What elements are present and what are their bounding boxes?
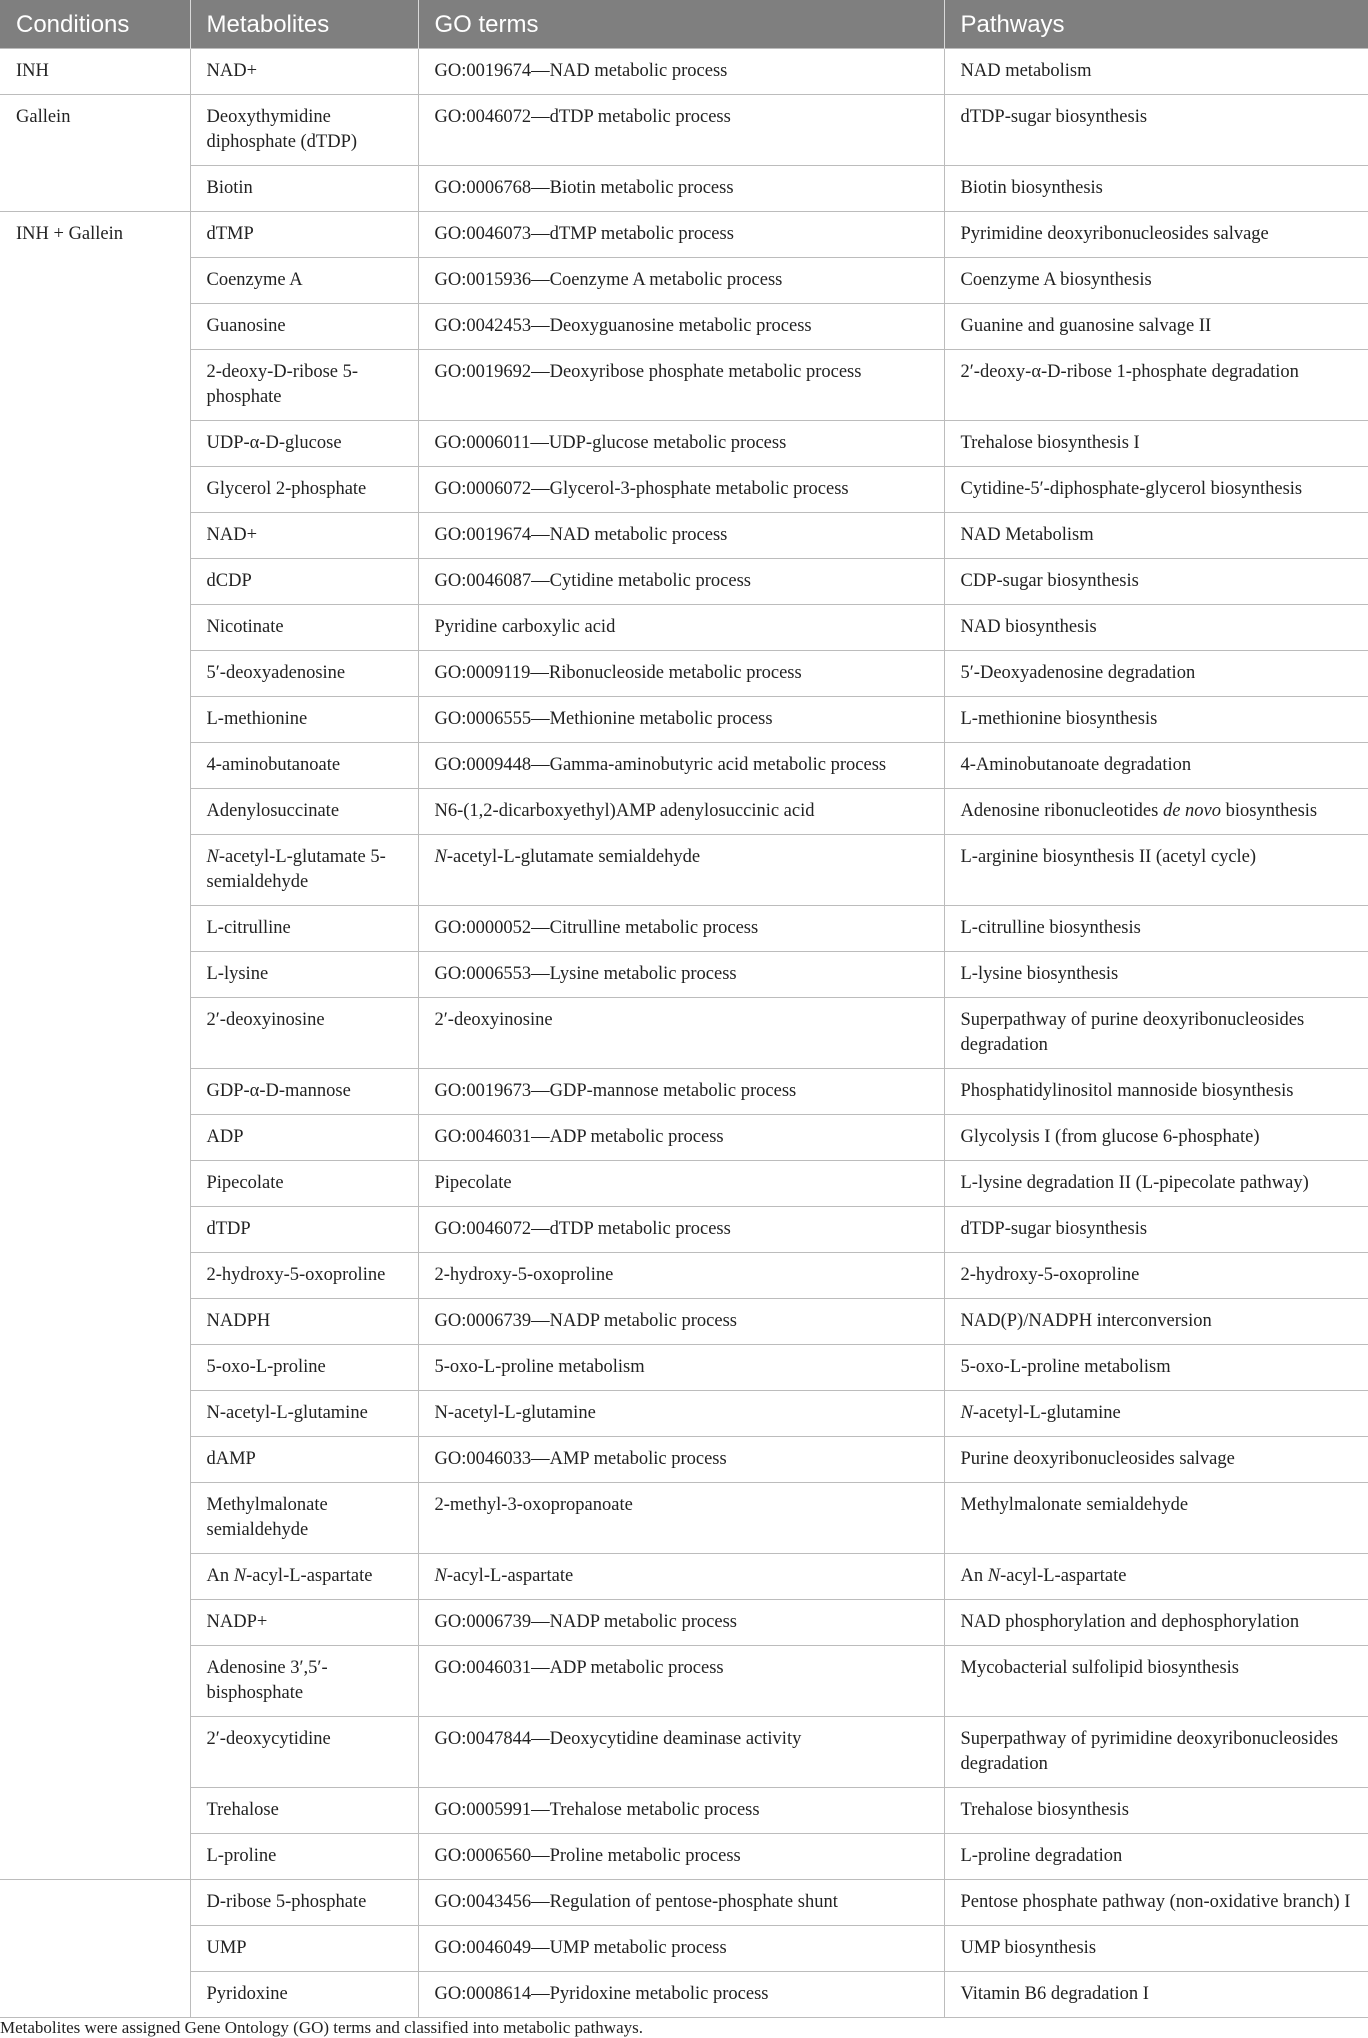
metabolite-cell: ADP bbox=[190, 1115, 418, 1161]
go-term-cell: GO:0046049—UMP metabolic process bbox=[418, 1926, 944, 1972]
table-row bbox=[0, 952, 1368, 998]
pathway-cell: Guanine and guanosine salvage II bbox=[944, 304, 1368, 350]
pathway-cell: 4-Aminobutanoate degradation bbox=[944, 743, 1368, 789]
metabolite-cell: Glycerol 2-phosphate bbox=[190, 467, 418, 513]
pathway-cell: Superpathway of pyrimidine deoxyribonucleosides degradation bbox=[944, 1717, 1368, 1788]
go-term-cell: N6-(1,2-dicarboxyethyl)AMP adenylosuccinic acid bbox=[418, 789, 944, 835]
table-row bbox=[0, 1788, 1368, 1834]
condition-cell: Gallein bbox=[0, 95, 190, 212]
pathway-cell: 2′-deoxy-α-D-ribose 1-phosphate degradation bbox=[944, 350, 1368, 421]
go-term-cell: 2-hydroxy-5-oxoproline bbox=[418, 1253, 944, 1299]
go-term-cell: GO:0006072—Glycerol-3-phosphate metabolic process bbox=[418, 467, 944, 513]
go-term-cell: GO:0019674—NAD metabolic process bbox=[418, 49, 944, 95]
metabolite-cell: N-acetyl-L-glutamine bbox=[190, 1391, 418, 1437]
table-row bbox=[0, 789, 1368, 835]
go-term-cell: N-acetyl-L-glutamate semialdehyde bbox=[418, 835, 944, 906]
metabolite-cell: dTMP bbox=[190, 212, 418, 258]
metabolite-cell: 2′-deoxyinosine bbox=[190, 998, 418, 1069]
go-term-cell: GO:0046031—ADP metabolic process bbox=[418, 1646, 944, 1717]
header-row bbox=[0, 0, 1368, 49]
pathway-cell: Phosphatidylinositol mannoside biosynthesis bbox=[944, 1069, 1368, 1115]
metabolite-cell: D-ribose 5-phosphate bbox=[190, 1880, 418, 1926]
pathway-cell: Trehalose biosynthesis I bbox=[944, 421, 1368, 467]
pathway-cell: NAD metabolism bbox=[944, 49, 1368, 95]
go-term-cell: GO:0019692—Deoxyribose phosphate metabolic process bbox=[418, 350, 944, 421]
go-term-cell: GO:0006560—Proline metabolic process bbox=[418, 1834, 944, 1880]
go-term-cell: GO:0019673—GDP-mannose metabolic process bbox=[418, 1069, 944, 1115]
pathway-cell: CDP-sugar biosynthesis bbox=[944, 559, 1368, 605]
metabolite-cell: 2-hydroxy-5-oxoproline bbox=[190, 1253, 418, 1299]
table-row bbox=[0, 605, 1368, 651]
go-term-cell: Pipecolate bbox=[418, 1161, 944, 1207]
table-row bbox=[0, 1253, 1368, 1299]
metabolite-cell: NADPH bbox=[190, 1299, 418, 1345]
table-row bbox=[0, 1926, 1368, 1972]
go-term-cell: GO:0006011—UDP-glucose metabolic process bbox=[418, 421, 944, 467]
go-term-cell: N-acetyl-L-glutamine bbox=[418, 1391, 944, 1437]
metabolite-cell: 2-deoxy-D-ribose 5-phosphate bbox=[190, 350, 418, 421]
table-row bbox=[0, 743, 1368, 789]
go-term-cell: GO:0019674—NAD metabolic process bbox=[418, 513, 944, 559]
metabolite-cell: L-proline bbox=[190, 1834, 418, 1880]
metabolite-cell: Biotin bbox=[190, 166, 418, 212]
table-footnote: Metabolites were assigned Gene Ontology (GO) terms and classified into metabolic pathways. bbox=[0, 2018, 643, 2037]
go-term-cell: GO:0046072—dTDP metabolic process bbox=[418, 95, 944, 166]
metabolite-cell: UMP bbox=[190, 1926, 418, 1972]
metabolite-cell: 5′-deoxyadenosine bbox=[190, 651, 418, 697]
table-row bbox=[0, 350, 1368, 421]
table-row bbox=[0, 835, 1368, 906]
table-row bbox=[0, 651, 1368, 697]
pathway-cell: dTDP-sugar biosynthesis bbox=[944, 95, 1368, 166]
pathway-cell: UMP biosynthesis bbox=[944, 1926, 1368, 1972]
table-row bbox=[0, 1646, 1368, 1717]
pathway-cell: 2-hydroxy-5-oxoproline bbox=[944, 1253, 1368, 1299]
pathway-cell: Purine deoxyribonucleosides salvage bbox=[944, 1437, 1368, 1483]
table-row bbox=[0, 49, 1368, 95]
table-row bbox=[0, 166, 1368, 212]
table-row bbox=[0, 559, 1368, 605]
pathway-cell: 5′-Deoxyadenosine degradation bbox=[944, 651, 1368, 697]
pathway-cell: Mycobacterial sulfolipid biosynthesis bbox=[944, 1646, 1368, 1717]
condition-cell: INH + Gallein bbox=[0, 212, 190, 1880]
header-metabolites: Metabolites bbox=[190, 0, 418, 49]
pathway-cell: NAD Metabolism bbox=[944, 513, 1368, 559]
go-term-cell: GO:0046072—dTDP metabolic process bbox=[418, 1207, 944, 1253]
metabolite-cell: Deoxythymidine diphosphate (dTDP) bbox=[190, 95, 418, 166]
pathway-cell: Coenzyme A biosynthesis bbox=[944, 258, 1368, 304]
go-term-cell: GO:0005991—Trehalose metabolic process bbox=[418, 1788, 944, 1834]
pathway-cell: Biotin biosynthesis bbox=[944, 166, 1368, 212]
pathway-cell: L-citrulline biosynthesis bbox=[944, 906, 1368, 952]
pathway-cell: Glycolysis I (from glucose 6-phosphate) bbox=[944, 1115, 1368, 1161]
go-term-cell: GO:0006768—Biotin metabolic process bbox=[418, 166, 944, 212]
metabolite-cell: L-citrulline bbox=[190, 906, 418, 952]
pathway-cell: L-methionine biosynthesis bbox=[944, 697, 1368, 743]
metabolite-cell: An N-acyl-L-aspartate bbox=[190, 1554, 418, 1600]
metabolite-cell: Nicotinate bbox=[190, 605, 418, 651]
pathway-cell: L-proline degradation bbox=[944, 1834, 1368, 1880]
table-row bbox=[0, 1437, 1368, 1483]
go-term-cell: 2′-deoxyinosine bbox=[418, 998, 944, 1069]
go-term-cell: GO:0046073—dTMP metabolic process bbox=[418, 212, 944, 258]
go-term-cell: GO:0046087—Cytidine metabolic process bbox=[418, 559, 944, 605]
pathway-cell: Pentose phosphate pathway (non-oxidative branch) I bbox=[944, 1880, 1368, 1926]
table-row bbox=[0, 1391, 1368, 1437]
pathway-cell: NAD phosphorylation and dephosphorylation bbox=[944, 1600, 1368, 1646]
table-header bbox=[0, 0, 1368, 49]
table-row bbox=[0, 906, 1368, 952]
go-term-cell: Pyridine carboxylic acid bbox=[418, 605, 944, 651]
table-row bbox=[0, 1115, 1368, 1161]
pathway-cell: 5-oxo-L-proline metabolism bbox=[944, 1345, 1368, 1391]
table-row bbox=[0, 1972, 1368, 2018]
header-pathways: Pathways bbox=[944, 0, 1368, 49]
condition-cell: INH bbox=[0, 49, 190, 95]
metabolite-cell: Methylmalonate semialdehyde bbox=[190, 1483, 418, 1554]
metabolite-cell: Pyridoxine bbox=[190, 1972, 418, 2018]
metabolite-cell: Coenzyme A bbox=[190, 258, 418, 304]
metabolite-cell: NAD+ bbox=[190, 513, 418, 559]
go-term-cell: GO:0006555—Methionine metabolic process bbox=[418, 697, 944, 743]
table-row bbox=[0, 1880, 1368, 1926]
metabolite-cell: Trehalose bbox=[190, 1788, 418, 1834]
pathway-cell: N-acetyl-L-glutamine bbox=[944, 1391, 1368, 1437]
table-row bbox=[0, 212, 1368, 258]
metabolite-cell: UDP-α-D-glucose bbox=[190, 421, 418, 467]
go-term-cell: GO:0009119—Ribonucleoside metabolic process bbox=[418, 651, 944, 697]
table-row bbox=[0, 513, 1368, 559]
table-row bbox=[0, 467, 1368, 513]
go-term-cell: GO:0006739—NADP metabolic process bbox=[418, 1299, 944, 1345]
go-term-cell: GO:0006553—Lysine metabolic process bbox=[418, 952, 944, 998]
metabolite-cell: dCDP bbox=[190, 559, 418, 605]
pathway-cell: NAD(P)/NADPH interconversion bbox=[944, 1299, 1368, 1345]
table-row bbox=[0, 1600, 1368, 1646]
go-term-cell: GO:0000052—Citrulline metabolic process bbox=[418, 906, 944, 952]
pathway-cell: dTDP-sugar biosynthesis bbox=[944, 1207, 1368, 1253]
header-go-terms: GO terms bbox=[418, 0, 944, 49]
metabolite-cell: L-lysine bbox=[190, 952, 418, 998]
go-term-cell: GO:0042453—Deoxyguanosine metabolic process bbox=[418, 304, 944, 350]
pathway-cell: Superpathway of purine deoxyribonucleosides degradation bbox=[944, 998, 1368, 1069]
metabolite-cell: 2′-deoxycytidine bbox=[190, 1717, 418, 1788]
go-term-cell: GO:0006739—NADP metabolic process bbox=[418, 1600, 944, 1646]
table-row bbox=[0, 1483, 1368, 1554]
table-row bbox=[0, 1554, 1368, 1600]
pathway-cell: L-lysine degradation II (L-pipecolate pathway) bbox=[944, 1161, 1368, 1207]
table-body bbox=[0, 49, 1368, 2018]
metabolite-cell: dTDP bbox=[190, 1207, 418, 1253]
go-term-cell: 5-oxo-L-proline metabolism bbox=[418, 1345, 944, 1391]
table-row bbox=[0, 1207, 1368, 1253]
go-term-cell: GO:0009448—Gamma-aminobutyric acid metabolic process bbox=[418, 743, 944, 789]
table-row bbox=[0, 421, 1368, 467]
condition-cell bbox=[0, 1880, 190, 2018]
table-row bbox=[0, 1069, 1368, 1115]
table-row bbox=[0, 1161, 1368, 1207]
header-conditions: Conditions bbox=[0, 0, 190, 49]
table-row bbox=[0, 258, 1368, 304]
table-row bbox=[0, 998, 1368, 1069]
metabolite-cell: NAD+ bbox=[190, 49, 418, 95]
metabolite-cell: GDP-α-D-mannose bbox=[190, 1069, 418, 1115]
pathway-cell: NAD biosynthesis bbox=[944, 605, 1368, 651]
metabolite-cell: Pipecolate bbox=[190, 1161, 418, 1207]
metabolite-cell: NADP+ bbox=[190, 1600, 418, 1646]
go-term-cell: GO:0015936—Coenzyme A metabolic process bbox=[418, 258, 944, 304]
pathway-cell: L-lysine biosynthesis bbox=[944, 952, 1368, 998]
pathway-cell: L-arginine biosynthesis II (acetyl cycle) bbox=[944, 835, 1368, 906]
metabolite-cell: dAMP bbox=[190, 1437, 418, 1483]
metabolite-cell: L-methionine bbox=[190, 697, 418, 743]
go-term-cell: GO:0046033—AMP metabolic process bbox=[418, 1437, 944, 1483]
go-term-cell: N-acyl-L-aspartate bbox=[418, 1554, 944, 1600]
metabolite-cell: Guanosine bbox=[190, 304, 418, 350]
pathway-cell: Vitamin B6 degradation I bbox=[944, 1972, 1368, 2018]
pathway-cell: Adenosine ribonucleotides de novo biosynthesis bbox=[944, 789, 1368, 835]
table-row bbox=[0, 1834, 1368, 1880]
table-row bbox=[0, 1717, 1368, 1788]
table-row bbox=[0, 1299, 1368, 1345]
go-term-cell: GO:0008614—Pyridoxine metabolic process bbox=[418, 1972, 944, 2018]
pathway-cell: Trehalose biosynthesis bbox=[944, 1788, 1368, 1834]
pathway-cell: An N-acyl-L-aspartate bbox=[944, 1554, 1368, 1600]
metabolite-cell: 4-aminobutanoate bbox=[190, 743, 418, 789]
go-term-cell: 2-methyl-3-oxopropanoate bbox=[418, 1483, 944, 1554]
go-term-cell: GO:0047844—Deoxycytidine deaminase activity bbox=[418, 1717, 944, 1788]
table-row bbox=[0, 1345, 1368, 1391]
table-row bbox=[0, 304, 1368, 350]
table-row bbox=[0, 697, 1368, 743]
metabolite-cell: 5-oxo-L-proline bbox=[190, 1345, 418, 1391]
go-term-cell: GO:0046031—ADP metabolic process bbox=[418, 1115, 944, 1161]
pathway-cell: Methylmalonate semialdehyde bbox=[944, 1483, 1368, 1554]
metabolite-cell: N-acetyl-L-glutamate 5-semialdehyde bbox=[190, 835, 418, 906]
metabolite-cell: Adenylosuccinate bbox=[190, 789, 418, 835]
metabolite-cell: Adenosine 3′,5′-bisphosphate bbox=[190, 1646, 418, 1717]
table-row bbox=[0, 95, 1368, 166]
pathway-cell: Pyrimidine deoxyribonucleosides salvage bbox=[944, 212, 1368, 258]
pathway-cell: Cytidine-5′-diphosphate-glycerol biosynthesis bbox=[944, 467, 1368, 513]
go-term-cell: GO:0043456—Regulation of pentose-phosphate shunt bbox=[418, 1880, 944, 1926]
